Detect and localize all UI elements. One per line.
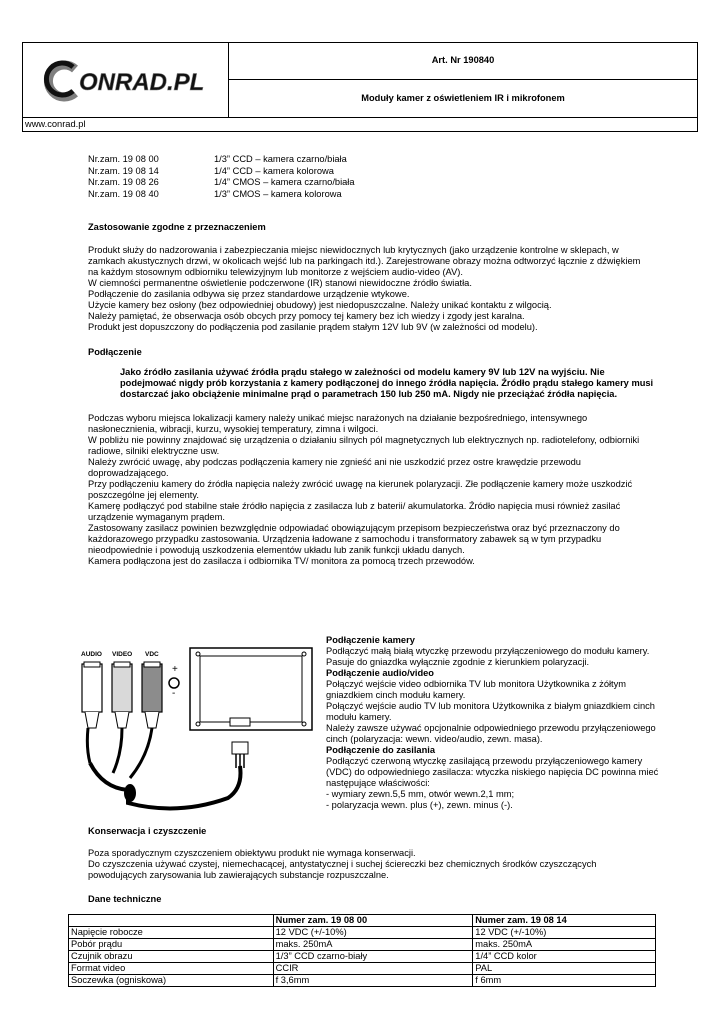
usage-paragraph bbox=[88, 245, 688, 333]
specs-row bbox=[69, 963, 656, 975]
instruction-heading: Podłączenie do zasilania bbox=[326, 745, 436, 755]
label-audio: AUDIO bbox=[81, 651, 102, 658]
label-video: VIDEO bbox=[112, 651, 133, 658]
connection-line: doprowadzającego. bbox=[88, 468, 169, 478]
specs-row bbox=[69, 951, 656, 963]
usage-line: W ciemności permanentne oświetlenie podczerwone (IR) stanowi niewidoczne źródło światła. bbox=[88, 278, 472, 288]
connection-line: poszczególne jej elementy. bbox=[88, 490, 199, 500]
connection-line: urządzenie wymaganym prądem. bbox=[88, 512, 225, 522]
specs-header-cell: Numer zam. 19 08 14 bbox=[473, 915, 656, 927]
video-plug bbox=[112, 662, 132, 773]
order-row bbox=[88, 189, 355, 201]
specs-cell: 12 VDC (+/-10%) bbox=[273, 927, 473, 939]
specs-header-cell: Numer zam. 19 08 00 bbox=[273, 915, 473, 927]
instruction-line: Należy zawsze używać opcjonalnie odpowiedniego przewodu przyłączeniowego bbox=[326, 723, 656, 733]
usage-line: Należy pamiętać, że obserwacja osób obcych przy pomocy tej kamery bez ich wiedzy i zgody jest karalna. bbox=[88, 311, 525, 321]
connection-line: radiowe, silniki elektryczne usw. bbox=[88, 446, 220, 456]
vdc-plug bbox=[130, 662, 162, 778]
specs-row bbox=[69, 975, 656, 987]
connection-line: Przy podłączeniu kamery do źródła napięcia należy zwrócić uwagę na kierunek polaryzacji. Złe podłączenie kamery może uszkodzić bbox=[88, 479, 633, 489]
cable-sleeve bbox=[124, 784, 136, 802]
specs-cell: 12 VDC (+/-10%) bbox=[473, 927, 656, 939]
specs-cell: f 6mm bbox=[473, 975, 656, 987]
camera-connection-text bbox=[326, 635, 698, 811]
instruction-line: Połączyć wejście audio TV lub monitora Użytkownika z białym gniazdkiem cinch bbox=[326, 701, 655, 711]
usage-line: Produkt jest dopuszczony do podłączenia pod zasilanie prądem stałym 12V lub 9V (w zależności od modelu). bbox=[88, 322, 538, 332]
connection-line: każdorazowego przypadku zastosowania. Urządzenia ładowane z samochodu i transformatory zabawek są w tym przypadku bbox=[88, 534, 602, 544]
connection-paragraph bbox=[88, 413, 688, 567]
document-title: Moduły kamer z oświetleniem IR i mikrofonem bbox=[361, 93, 565, 103]
polarity-minus: - bbox=[172, 688, 176, 699]
instruction-heading: Podłączenie kamery bbox=[326, 635, 415, 645]
specs-cell: 1/4” CCD kolor bbox=[473, 951, 656, 963]
usage-line: Podłączenie do zasilania odbywa się przez standardowe urządzenie wtykowe. bbox=[88, 289, 410, 299]
order-description: 1/3” CCD – kamera czarno/biała bbox=[214, 154, 347, 164]
specs-row bbox=[69, 927, 656, 939]
specs-heading: Dane techniczne bbox=[88, 894, 162, 904]
label-vdc: VDC bbox=[145, 651, 159, 658]
maintenance-paragraph bbox=[88, 848, 688, 881]
order-number: Nr.zam. 19 08 26 bbox=[88, 177, 159, 187]
polarity-plus: + bbox=[172, 664, 178, 675]
specs-cell: Napięcie robocze bbox=[69, 927, 274, 939]
specs-cell: maks. 250mA bbox=[273, 939, 473, 951]
order-number: Nr.zam. 19 08 40 bbox=[88, 188, 159, 199]
connection-heading: Podłączenie bbox=[88, 347, 142, 357]
specs-cell: PAL bbox=[473, 963, 656, 975]
order-row bbox=[88, 166, 355, 178]
specs-cell: Czujnik obrazu bbox=[69, 951, 274, 963]
instruction-line: gniazdkiem cinch modułu kamery. bbox=[326, 690, 466, 700]
maintenance-heading: Konserwacja i czyszczenie bbox=[88, 826, 207, 836]
instruction-heading: Podłączenie audio/video bbox=[326, 668, 434, 678]
maintenance-line: powodujących zarysowania lub zawierających substancje rozpuszczalne. bbox=[88, 870, 389, 880]
usage-line: Użycie kamery bez osłony (bez odpowiedniej obudowy) jest niedopuszczalne. Należy unikać kontaktu z wilgocią. bbox=[88, 300, 552, 310]
warning-line: dostarczać jako obciążenie minimalne prąd o parametrach 150 lub 250 mA. Nigdy nie przeciążać źródła napięcia. bbox=[120, 389, 618, 399]
usage-line: zamkach akustycznych drzwi, w okolicach wejść lub na parkingach itd.). Zarejestrowane obrazy można odtworzyć łącznie z dźwiękiem bbox=[88, 256, 641, 266]
order-row bbox=[88, 177, 355, 189]
connection-line: nasłonecznienia, wibracji, kurzu, wysokiej temperatury, zimna i wilgoci. bbox=[88, 424, 379, 434]
specs-cell: CCIR bbox=[273, 963, 473, 975]
instruction-line: Podłączyć małą białą wtyczkę przewodu przyłączeniowego do modułu kamery. bbox=[326, 646, 650, 656]
order-description: 1/4” CMOS – kamera czarno/biała bbox=[214, 177, 355, 187]
connection-line: Należy zwrócić uwagę, aby podczas podłączenia kamery nie zgnieść ani nie uszkodzić przez ostre krawędzie przewodu bbox=[88, 457, 581, 467]
logo-text: ONRAD.PL bbox=[79, 69, 205, 96]
connector-plug bbox=[232, 742, 248, 754]
camera-module bbox=[190, 648, 312, 730]
camera-socket bbox=[230, 718, 250, 726]
conrad-logo bbox=[23, 43, 229, 117]
order-description: 1/4” CCD – kamera kolorowa bbox=[214, 165, 334, 176]
maintenance-line: Do czyszczenia używać czystej, niemechacącej, antystatycznej i suchej ściereczki bez chemicznych środków czyszczących bbox=[88, 859, 597, 869]
order-description: 1/3” CMOS – kamera kolorowa bbox=[214, 188, 342, 199]
connection-line: W pobliżu nie powinny znajdować się urządzenia o działaniu silnych pól magnetycznych lub elektrycznych np. radiotelefony, odbiorniki bbox=[88, 435, 640, 445]
order-number: Nr.zam. 19 08 14 bbox=[88, 165, 159, 176]
connection-line: Podczas wyboru miejsca lokalizacji kamery należy unikać miejsc narażonych na działanie bezpośredniego, intensywnego bbox=[88, 413, 588, 423]
logo-c-icon bbox=[46, 63, 75, 97]
article-number: Art. Nr 190840 bbox=[229, 43, 697, 80]
specs-header-cell bbox=[69, 915, 274, 927]
instruction-line: Pasuje do gniazdka wyłącznie zgodnie z kierunkiem polaryzacji. bbox=[326, 657, 590, 667]
instruction-line: - wymiary zewn.5,5 mm, otwór wewn.2,1 mm; bbox=[326, 789, 515, 799]
specs-row bbox=[69, 939, 656, 951]
instruction-line: modułu kamery. bbox=[326, 712, 392, 722]
connection-line: Zastosowany zasilacz powinien bezwzględnie odpowiadać obowiązującym przepisom bezpieczeństwa oraz być przeznaczony do bbox=[88, 523, 620, 533]
specs-cell: Soczewka (ogniskowa) bbox=[69, 975, 274, 987]
instruction-line: cinch (polaryzacja: wewn. video/audio, zewn. masa). bbox=[326, 734, 543, 744]
specs-header-row bbox=[69, 915, 656, 927]
instruction-line: Podłączyć czerwoną wtyczkę zasilającą przewodu przyłączeniowego kamery bbox=[326, 756, 643, 766]
warning-line: Jako źródło zasilania używać źródła prądu stałego w zależności od modelu kamery 9V lub 12V na wyjściu. Nie bbox=[120, 367, 605, 377]
connection-line: Kamera podłączona jest do zasilacza i odbiornika TV/ monitora za pomocą trzech przewodów. bbox=[88, 556, 475, 566]
order-number: Nr.zam. 19 08 00 bbox=[88, 154, 159, 164]
specs-cell: Pobór prądu bbox=[69, 939, 274, 951]
audio-plug bbox=[82, 662, 102, 763]
document-header bbox=[22, 42, 698, 118]
polarity-icon bbox=[169, 678, 179, 688]
usage-line: Produkt służy do nadzorowania i zabezpieczania miejsc niewidocznych lub krytycznych (jako urządzenie kontrolne w sklepach, w bbox=[88, 245, 619, 255]
usage-line: na każdym stosownym odbiorniku telewizyjnym lub monitorze z wejściem audio-video (AV). bbox=[88, 267, 463, 277]
cable-bundle bbox=[90, 763, 241, 808]
order-list bbox=[88, 154, 355, 200]
specs-cell: maks. 250mA bbox=[473, 939, 656, 951]
connection-line: nieodpowiednie i powodują uszkodzenia elementów układu lub zanik funkcji układu danych. bbox=[88, 545, 465, 555]
instruction-line: następujące właściwości: bbox=[326, 778, 430, 788]
connection-line: Kamerę podłączyć pod stabilne stałe źródło napięcia z zasilacza lub z baterii/ akumulatorka. Źródło napięcia musi również zasilać bbox=[88, 501, 621, 511]
power-warning bbox=[120, 367, 690, 400]
maintenance-line: Poza sporadycznym czyszczeniem obiektywu produkt nie wymaga konserwacji. bbox=[88, 848, 416, 858]
usage-heading: Zastosowanie zgodne z przeznaczeniem bbox=[88, 222, 266, 232]
warning-line: podejmować nigdy prób korzystania z kamery podłączonej do innego źródła napięcia. Źródło prądu stałego kamery musi bbox=[120, 378, 654, 388]
specs-cell: Format video bbox=[69, 963, 274, 975]
instruction-line: (VDC) do odpowiedniego zasilacza: wtyczka niskiego napięcia DC powinna mieć bbox=[326, 767, 659, 777]
specs-cell: f 3,6mm bbox=[273, 975, 473, 987]
order-row bbox=[88, 154, 355, 166]
connection-diagram bbox=[68, 638, 318, 828]
website-link[interactable]: www.conrad.pl bbox=[22, 118, 698, 132]
logo-cell bbox=[23, 43, 229, 117]
specs-table bbox=[68, 914, 656, 987]
instruction-line: - polaryzacja wewn. plus (+), zewn. minus (-). bbox=[326, 800, 513, 810]
specs-cell: 1/3” CCD czarno-biały bbox=[273, 951, 473, 963]
instruction-line: Połączyć wejście video odbiornika TV lub monitora Użytkownika z żółtym bbox=[326, 679, 627, 689]
